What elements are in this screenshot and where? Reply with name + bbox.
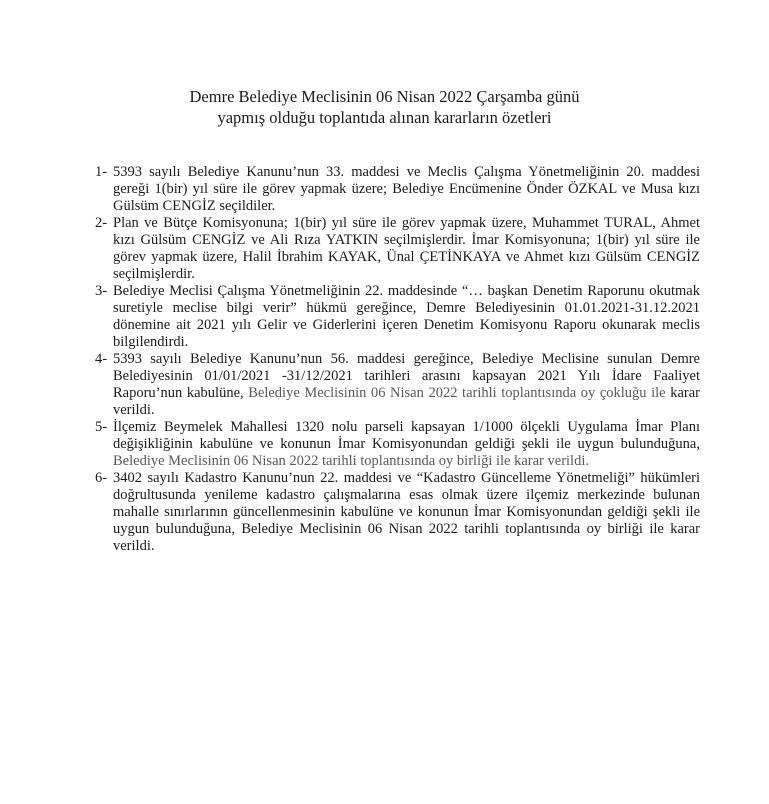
decision-text-segment: İlçemiz Beymelek Mahallesi 1320 nolu parseli kapsayan 1/1000 ölçekli Uygulama İmar Planı değişikliğinin kabulüne ve konunun İmar Komisyonundan geldiği şekli ile uygun bulunduğuna, (113, 419, 700, 452)
decisions-list (0, 164, 769, 555)
decision-text-segment: Plan ve Bütçe Komisyonuna; 1(bir) yıl süre ile görev yapmak üzere, Muhammet TURAL, Ahmet kızı Gülsüm CENGİZ ve Ali Rıza YATKIN seçilmişlerdir. İmar Komisyonuna; 1(bir) yıl süre ile görev yapmak üzere, Halil İbrahim KAYAK, Ünal ÇETİNKAYA ve Ahmet kızı Gülsüm CENGİZ seçilmişlerdir. (113, 215, 700, 282)
decision-text-segment: 5393 sayılı Belediye Kanunu’nun 56. maddesi gereğince, Belediye Meclisine sunulan Demre Belediyesinin 01/01/2021 -31/12/2021 tarihleri arasını kapsayan 2021 Yılı İdare Faaliyet Raporu’nun kabulüne, (113, 351, 700, 401)
decision-text-segment: karar verildi. (113, 385, 700, 418)
page-title (70, 86, 699, 128)
decision-text-segment: Belediye Meclisinin 06 Nisan 2022 tarihli toplantısında oy çokluğu ile (248, 385, 671, 401)
decision-number: 6- (95, 470, 108, 486)
decision-number: 4- (95, 351, 108, 367)
document-page (0, 86, 769, 804)
decision-number: 2- (95, 215, 108, 231)
decision-item (95, 470, 700, 555)
decision-number: 3- (95, 283, 108, 299)
page-title-line-1: Demre Belediye Meclisinin 06 Nisan 2022 Çarşamba günü (189, 87, 580, 106)
decision-text-segment: 3402 sayılı Kadastro Kanunu’nun 22. maddesi ve “Kadastro Güncelleme Yönetmeliği” hükümleri doğrultusunda yenileme kadastro çalışmalarına esas olmak üzere ilçemiz merkezinde bulunan mahalle sınırlarının güncellenmesinin kabulüne ve konunun İmar Komisyonundan geldiği şekli ile uygun bulunduğuna, Belediye Meclisinin 06 Nisan 2022 tarihli toplantısında oy birliği ile karar verildi. (113, 470, 700, 554)
page-title-line-2: yapmış olduğu toplantıda alınan kararların özetleri (217, 108, 552, 127)
decision-item (95, 351, 700, 419)
decision-item (95, 215, 700, 283)
decision-item (95, 283, 700, 351)
decision-number: 1- (95, 164, 108, 180)
decision-item (95, 164, 700, 215)
decision-text-segment: Belediye Meclisi Çalışma Yönetmeliğinin 22. maddesinde “… başkan Denetim Raporunu okutmak suretiyle meclise bilgi verir” hükmü gereğince, Demre Belediyesinin 01.01.2021-31.12.2021 dönemine ait 2021 yılı Gelir ve Giderlerini içeren Denetim Komisyonu Raporu okunarak meclis bilgilendirdi. (113, 283, 700, 350)
decision-text-segment: Belediye Meclisinin 06 Nisan 2022 tarihli toplantısında oy birliği ile karar verildi. (113, 453, 589, 469)
decision-number: 5- (95, 419, 108, 435)
decision-item (95, 419, 700, 470)
decision-text-segment: 5393 sayılı Belediye Kanunu’nun 33. maddesi ve Meclis Çalışma Yönetmeliğinin 20. maddesi gereği 1(bir) yıl süre ile görev yapmak üzere; Belediye Encümenine Önder ÖZKAL ve Musa kızı Gülsüm CENGİZ seçildiler. (113, 164, 700, 214)
